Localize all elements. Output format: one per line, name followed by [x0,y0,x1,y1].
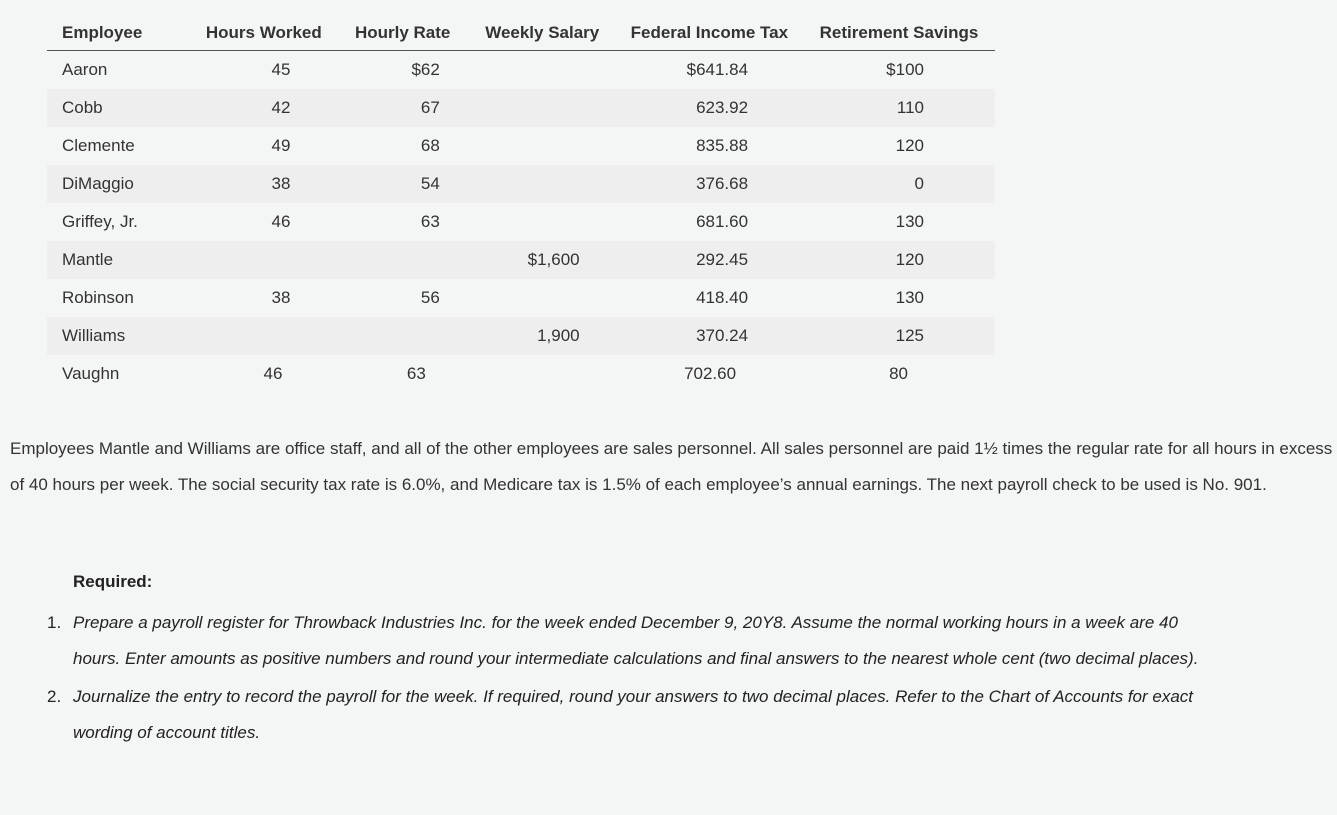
requirement-text: Prepare a payroll register for Throwback Industries Inc. for the week ended December 9, 20Y8. Assume the normal working hours in a week are 40 hours. Enter amounts as positive numbers and round your intermediate calculations and final answers to the nearest whole cent (two decimal places). [73,613,1199,668]
cell-employee: Mantle [47,241,191,279]
cell-retirement-savings: 110 [803,89,995,127]
cell-hourly-rate: 54 [336,165,468,203]
cell-employee: DiMaggio [47,165,191,203]
requirement-item [47,605,1227,677]
payroll-table-container [47,15,995,393]
header-federal-income-tax: Federal Income Tax [616,15,803,51]
header-weekly-salary: Weekly Salary [469,15,616,51]
cell-federal-income-tax: 292.45 [616,241,803,279]
cell-federal-income-tax: 835.88 [696,136,749,155]
cell-hourly-rate: 56 [420,288,440,307]
cell-hourly-rate [336,317,468,355]
cell-hours-worked: 46 [263,364,283,383]
table-row [47,127,995,165]
header-hourly-rate: Hourly Rate [336,15,468,51]
table-row [47,317,995,355]
requirements-list [47,605,1227,753]
payroll-table [47,15,995,393]
requirement-text: Journalize the entry to record the payroll for the week. If required, round your answers to two decimal places. Refer to the Chart of Accounts for exact wording of account titles. [73,687,1194,742]
cell-hours-worked: 46 [271,212,291,231]
table-row [47,51,995,90]
cell-hours-worked [191,241,336,279]
cell-weekly-salary [469,279,616,317]
requirement-item [47,679,1227,751]
table-row [47,89,995,127]
cell-hourly-rate [336,241,468,279]
requirement-number: 1. [47,613,62,632]
cell-weekly-salary [469,127,616,165]
cell-weekly-salary [469,165,616,203]
cell-hourly-rate: 63 [420,212,440,231]
required-label: Required: [73,572,153,591]
cell-weekly-salary [469,203,616,241]
cell-employee: Robinson [62,288,134,307]
cell-hourly-rate: 68 [420,136,440,155]
cell-hours-worked: 42 [191,89,336,127]
header-hours-worked: Hours Worked [191,15,336,51]
cell-hourly-rate: $62 [411,60,440,79]
payroll-table-body [47,51,995,394]
table-row [47,203,995,241]
cell-hours-worked: 38 [191,165,336,203]
cell-retirement-savings: 0 [803,165,995,203]
cell-federal-income-tax: 370.24 [616,317,803,355]
table-header-row [47,15,995,51]
cell-retirement-savings: 120 [895,136,924,155]
cell-employee: Aaron [62,60,108,79]
cell-weekly-salary [469,51,616,90]
cell-hourly-rate: 67 [336,89,468,127]
cell-weekly-salary [469,355,616,393]
cell-weekly-salary [469,89,616,127]
cell-employee: Griffey, Jr. [62,212,138,231]
cell-retirement-savings: $100 [886,60,924,79]
cell-federal-income-tax: 702.60 [684,364,737,383]
table-row [47,279,995,317]
cell-employee: Vaughn [62,364,120,383]
cell-employee: Cobb [47,89,191,127]
requirement-number: 2. [47,687,62,706]
cell-retirement-savings: 125 [803,317,995,355]
cell-hours-worked: 45 [271,60,291,79]
cell-employee: Clemente [62,136,135,155]
cell-hourly-rate: 63 [406,364,426,383]
cell-federal-income-tax: 376.68 [616,165,803,203]
header-employee: Employee [47,15,191,51]
cell-hours-worked: 49 [271,136,291,155]
cell-employee: Williams [47,317,191,355]
table-row [47,241,995,279]
cell-weekly-salary: 1,900 [469,317,616,355]
cell-retirement-savings: 120 [803,241,995,279]
problem-description: Employees Mantle and Williams are office staff, and all of the other employees are sales personnel. All sales personnel are paid 1½ times the regular rate for all hours in excess of 40 hours per week. The social security tax rate is 6.0%, and Medicare tax is 1.5% of each employee’s annual earnings. The next payroll check to be used is No. 901. [10,439,1333,494]
cell-weekly-salary: $1,600 [469,241,616,279]
cell-retirement-savings: 80 [889,364,908,383]
cell-retirement-savings: 130 [895,288,924,307]
cell-federal-income-tax: 418.40 [696,288,749,307]
cell-hours-worked: 38 [271,288,291,307]
cell-federal-income-tax: 623.92 [616,89,803,127]
cell-federal-income-tax: $641.84 [686,60,749,79]
cell-federal-income-tax: 681.60 [696,212,749,231]
header-retirement-savings: Retirement Savings [803,15,995,51]
cell-retirement-savings: 130 [895,212,924,231]
cell-hours-worked [191,317,336,355]
table-row [47,165,995,203]
table-row [47,355,995,393]
